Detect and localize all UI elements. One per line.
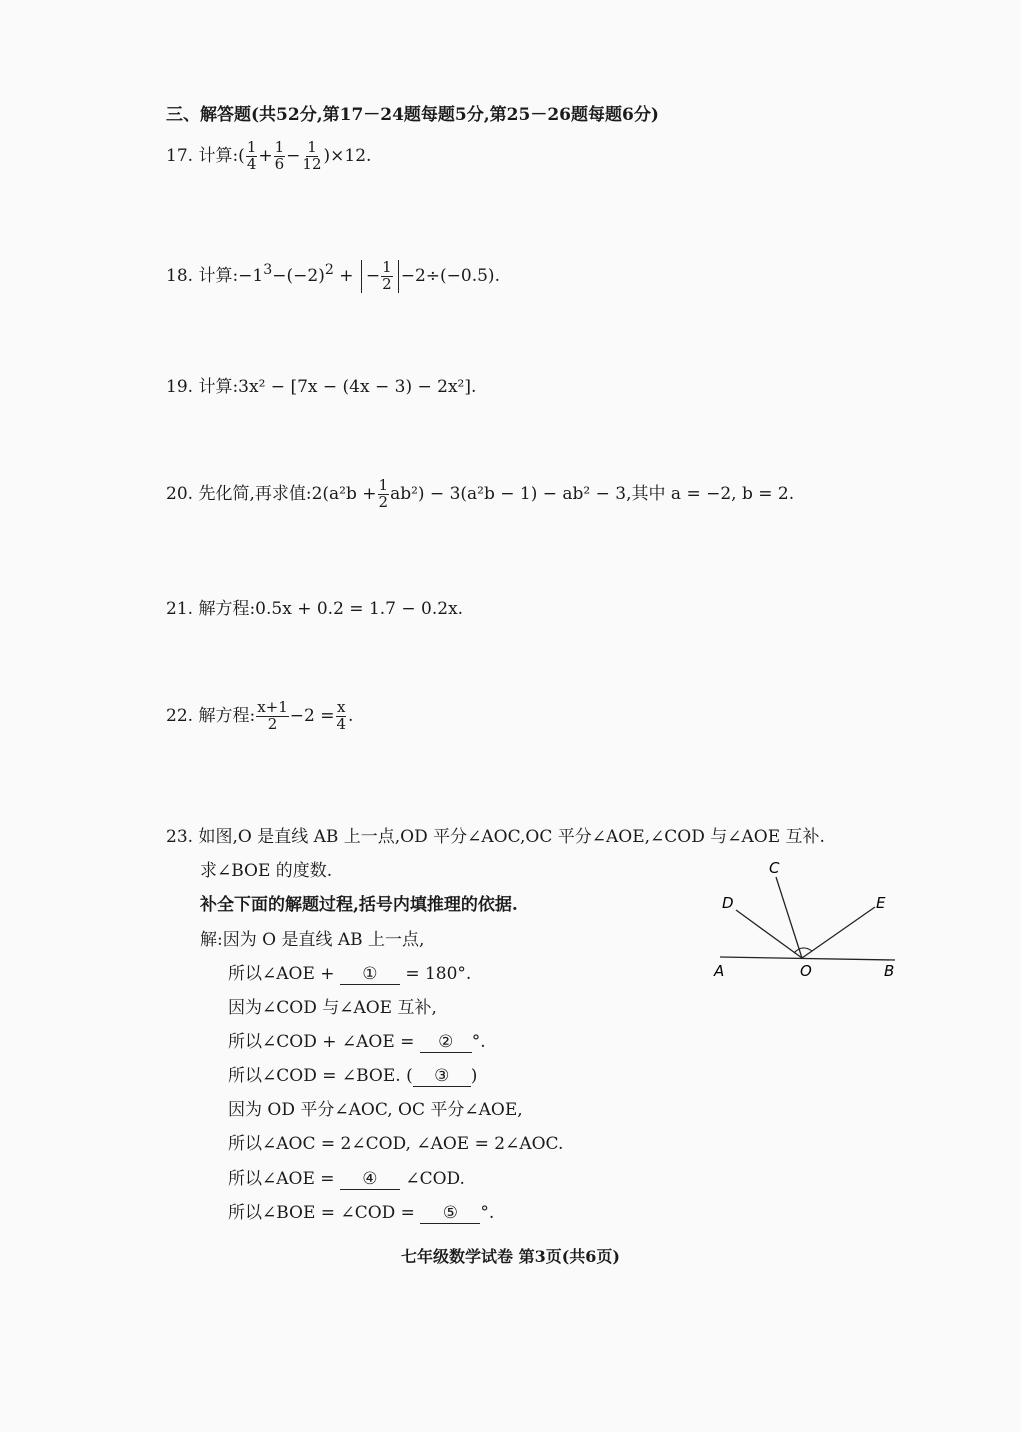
step-text: 所以∠AOE + <box>228 964 335 984</box>
step-text: 所以∠BOE = ∠COD = <box>228 1203 415 1223</box>
numerator: 1 <box>307 138 317 156</box>
question-number: 19. <box>166 377 194 397</box>
point-label-e: E <box>876 894 886 912</box>
step-text: 所以∠AOE = <box>228 1169 335 1189</box>
q22-pre: 解方程: <box>198 705 256 726</box>
denominator: 4 <box>246 154 257 173</box>
question-20 <box>166 478 794 511</box>
exponent: 2 <box>324 262 334 279</box>
fraction <box>381 260 393 293</box>
point-label-a: A <box>714 962 725 980</box>
step-2: 因为∠COD 与∠AOE 互补, <box>228 998 437 1018</box>
q22-mid: −2 = <box>289 705 335 726</box>
step-7 <box>228 1164 465 1190</box>
denominator: 6 <box>274 154 285 173</box>
line-ab <box>720 957 895 960</box>
numerator: 1 <box>246 138 257 156</box>
step-text: °. <box>480 1203 495 1223</box>
q17-label: 计算:( <box>198 145 245 166</box>
operator: + <box>258 145 273 166</box>
point-label-d: D <box>722 894 734 912</box>
point-label-o: O <box>800 962 812 980</box>
numerator: 1 <box>382 258 392 276</box>
denominator: 2 <box>378 492 389 511</box>
step-4 <box>228 1061 477 1087</box>
question-number: 22. <box>166 705 194 726</box>
fraction <box>256 700 289 733</box>
absolute-value <box>361 260 399 293</box>
blank-2[interactable] <box>420 1033 472 1053</box>
denominator: 12 <box>302 154 322 173</box>
point-label-c: C <box>769 859 780 877</box>
q18-pre: 计算:−1 <box>198 265 264 286</box>
q23-line2: 求∠BOE 的度数. <box>200 861 333 881</box>
q23-line3: 补全下面的解题过程,括号内填推理的依据. <box>200 895 518 915</box>
question-19 <box>166 372 476 397</box>
question-18 <box>166 260 500 293</box>
blank-marker: ② <box>438 1032 454 1052</box>
section-header: 三、解答题(共52分,第17－24题每题5分,第25－26题每题6分) <box>166 105 659 125</box>
q22-tail: . <box>348 705 354 726</box>
fraction <box>246 140 258 173</box>
question-number: 20. <box>166 483 194 504</box>
ray-oe <box>802 907 875 958</box>
question-number: 23. <box>166 827 194 847</box>
step-3 <box>228 1027 486 1053</box>
step-text: 所以∠COD = ∠BOE. ( <box>228 1066 413 1086</box>
step-text: °. <box>471 1032 486 1052</box>
step-text: = 180°. <box>405 964 472 984</box>
fraction <box>274 140 286 173</box>
q18-mid: −(−2) <box>272 265 325 286</box>
q17-tail: )×12. <box>323 145 372 166</box>
question-23 <box>166 822 825 847</box>
question-21 <box>166 594 463 619</box>
question-number: 21. <box>166 599 194 619</box>
page-footer: 七年级数学试卷 第3页(共6页) <box>401 1247 620 1266</box>
blank-marker: ③ <box>434 1066 450 1086</box>
blank-marker: ④ <box>362 1169 378 1189</box>
blank-marker: ① <box>362 964 378 984</box>
denominator: 2 <box>382 274 392 293</box>
step-8 <box>228 1198 494 1224</box>
ray-od <box>736 910 802 958</box>
geometry-figure <box>700 850 910 990</box>
step-text: 所以∠COD + ∠AOE = <box>228 1032 415 1052</box>
step-1 <box>228 959 471 985</box>
operator: + <box>339 265 354 286</box>
question-text: 解方程:0.5x + 0.2 = 1.7 − 0.2x. <box>198 599 464 619</box>
fraction <box>301 140 322 173</box>
operator: − <box>286 145 301 166</box>
ray-oc <box>776 877 802 958</box>
blank-3[interactable] <box>413 1067 471 1087</box>
blank-5[interactable] <box>420 1204 480 1224</box>
exponent: 3 <box>263 262 273 279</box>
blank-marker: ⑤ <box>442 1203 458 1223</box>
question-number: 17. <box>166 145 194 166</box>
fraction <box>378 478 390 511</box>
step-6: 所以∠AOC = 2∠COD, ∠AOE = 2∠AOC. <box>228 1134 564 1154</box>
q20-tail: ab²) − 3(a²b − 1) − ab² − 3,其中 a = −2, b = 2. <box>390 483 795 504</box>
question-text: 计算:3x² − [7x − (4x − 3) − 2x²]. <box>198 377 477 397</box>
point-label-b: B <box>884 962 895 980</box>
question-number: 18. <box>166 265 194 286</box>
numerator: x+1 <box>257 698 288 716</box>
blank-4[interactable] <box>340 1170 400 1190</box>
fraction <box>335 700 347 733</box>
step-5: 因为 OD 平分∠AOC, OC 平分∠AOE, <box>228 1100 523 1120</box>
question-22 <box>166 700 353 733</box>
denominator: 2 <box>267 714 278 733</box>
numerator: 1 <box>274 138 285 156</box>
blank-1[interactable] <box>340 965 400 985</box>
question-17 <box>166 140 371 173</box>
step-text: ∠COD. <box>405 1169 465 1189</box>
sign: − <box>365 265 381 286</box>
step-text: ) <box>470 1066 478 1086</box>
q23-line4: 解:因为 O 是直线 AB 上一点, <box>200 930 425 950</box>
numerator: x <box>337 698 346 716</box>
q20-pre: 先化简,再求值:2(a²b + <box>198 483 377 504</box>
numerator: 1 <box>378 476 389 494</box>
denominator: 4 <box>336 714 347 733</box>
q23-line1: 如图,O 是直线 AB 上一点,OD 平分∠AOC,OC 平分∠AOE,∠COD 与∠AOE 互补. <box>198 827 825 847</box>
q18-tail: −2÷(−0.5). <box>400 265 500 286</box>
